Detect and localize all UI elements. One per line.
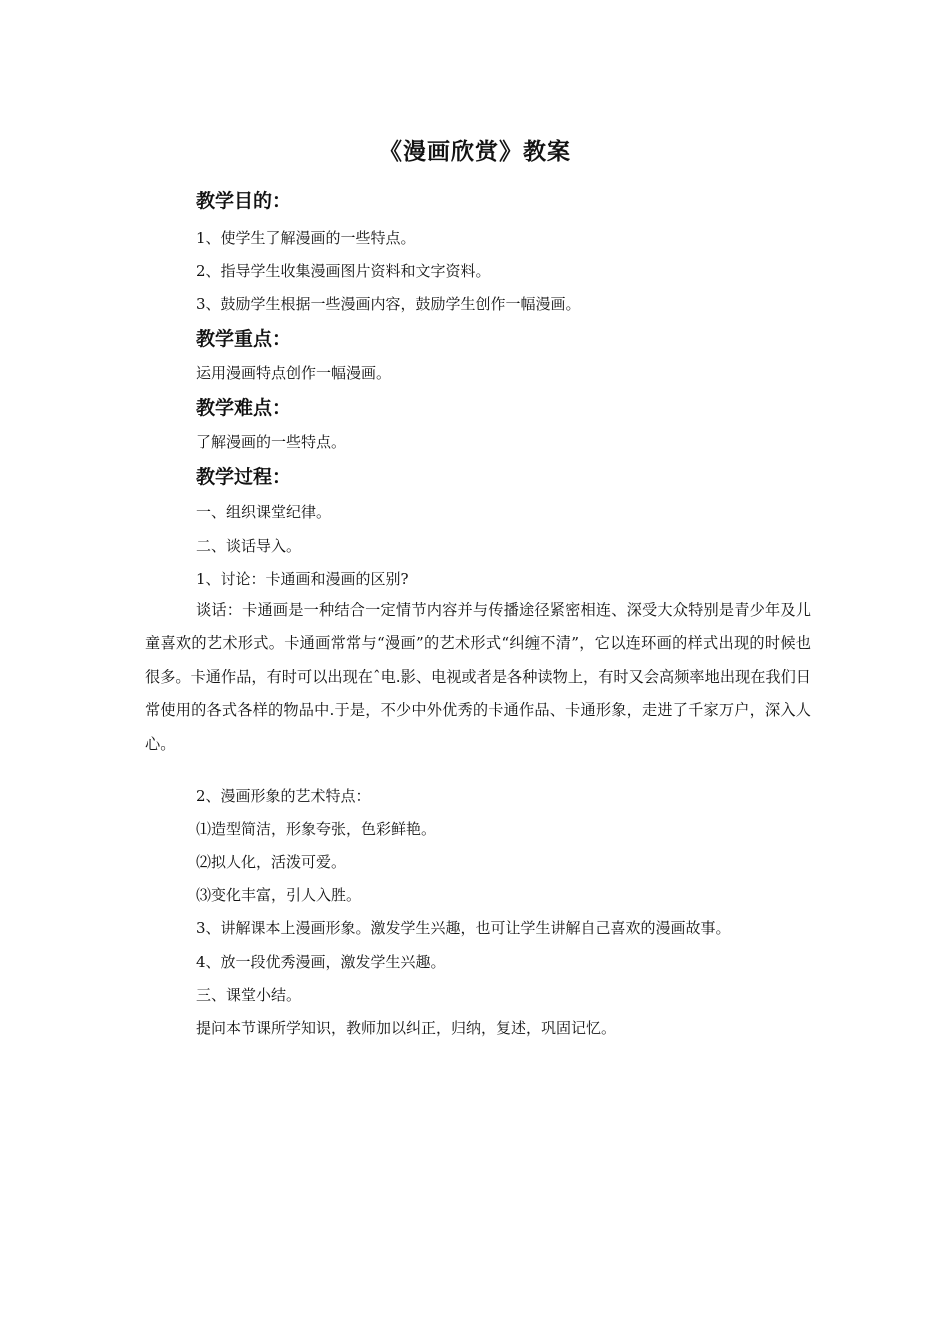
heading-goals: 教学目的： xyxy=(196,190,292,212)
heading-focus: 教学重点： xyxy=(196,328,292,350)
process-item-2: 二、谈话导入。 xyxy=(196,537,302,555)
heading-process: 教学过程： xyxy=(196,466,292,488)
goal-item-2: 2、指导学生收集漫画图片资料和文字资料。 xyxy=(196,262,491,280)
summary-text: 提问本节课所学知识，教师加以纠正，归纳，复述，巩固记忆。 xyxy=(196,1019,617,1037)
document-title: 《漫画欣赏》教案 xyxy=(379,139,571,165)
focus-text: 运用漫画特点创作一幅漫画。 xyxy=(196,364,392,382)
process-item-4: 2、漫画形象的艺术特点： xyxy=(196,787,371,805)
feature-item-2: ⑵拟人化，活泼可爱。 xyxy=(196,853,347,871)
process-item-3: 1、讨论：卡通画和漫画的区别? xyxy=(196,570,409,588)
process-item-5: 3、讲解课本上漫画形象。激发学生兴趣，也可让学生讲解自己喜欢的漫画故事。 xyxy=(196,919,731,937)
difficulty-text: 了解漫画的一些特点。 xyxy=(196,433,347,451)
process-item-1: 一、组织课堂纪律。 xyxy=(196,503,332,521)
heading-difficulty: 教学难点： xyxy=(196,397,292,419)
feature-item-3: ⑶变化丰富，引人入胜。 xyxy=(196,886,362,904)
feature-item-1: ⑴造型简洁，形象夸张，色彩鲜艳。 xyxy=(196,820,437,838)
goal-item-1: 1、使学生了解漫画的一些特点。 xyxy=(196,229,416,247)
goal-item-3: 3、鼓励学生根据一些漫画内容，鼓励学生创作一幅漫画。 xyxy=(196,295,581,313)
process-item-7: 三、课堂小结。 xyxy=(196,986,302,1004)
talk-paragraph: 谈话：卡通画是一种结合一定情节内容并与传播途径紧密相连、深受大众特别是青少年及儿童喜欢的艺术形式。卡通画常常与“漫画”的艺术形式“纠缠不清”，它以连环画的样式出现的时候也很多。卡通作品，有时可以出现在ˆ电.影、电视或者是各种读物上，有时又会高频率地出现在我们日常使用的各式各样的物品中.于是，不少中外优秀的卡通作品、卡通形象，走进了千家万户，深入人心。 xyxy=(145,601,811,753)
process-item-6: 4、放一段优秀漫画，激发学生兴趣。 xyxy=(196,953,446,971)
